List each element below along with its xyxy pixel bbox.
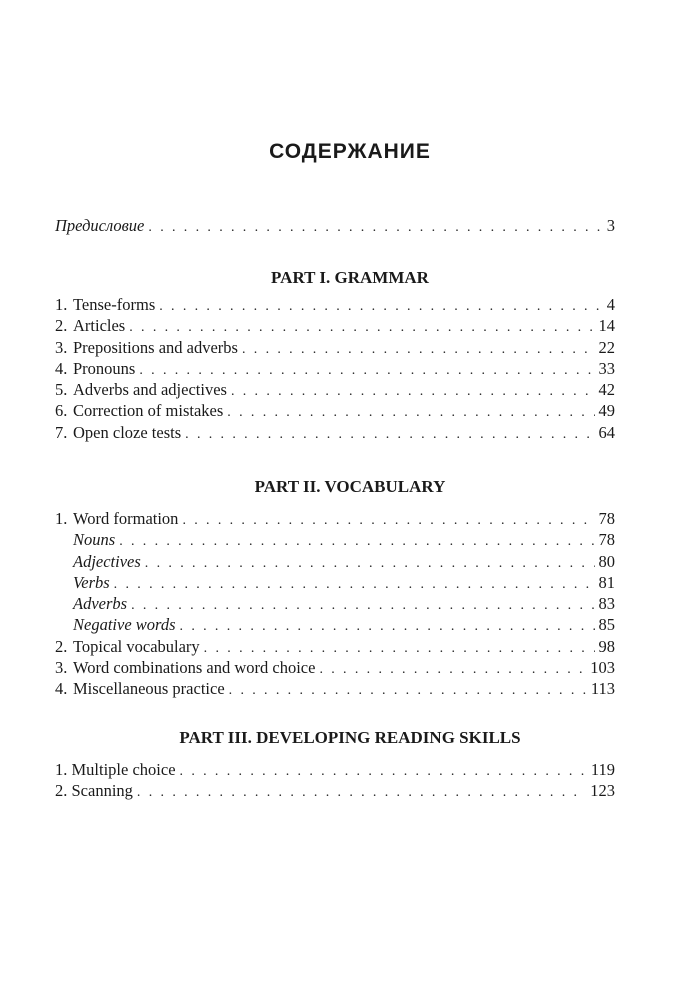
- toc-entry-label: Negative words: [73, 615, 176, 635]
- toc-entry-label: Verbs: [73, 572, 110, 592]
- toc-entry-page: 42: [598, 380, 615, 400]
- toc-entry-number: 2.: [55, 636, 68, 656]
- toc-entry-number: 4.: [55, 679, 68, 699]
- toc-entry-label: Open cloze tests: [73, 422, 182, 442]
- dot-leader: [114, 574, 595, 595]
- toc-entry-label: Word combinations and word choice: [73, 658, 316, 678]
- toc-entry[interactable]: [55, 315, 615, 336]
- toc-entry-page: 98: [598, 636, 615, 656]
- toc-entry[interactable]: [55, 400, 615, 421]
- part-2-heading: PART II. VOCABULARY: [254, 477, 446, 496]
- toc-entry-preface[interactable]: [55, 215, 615, 236]
- toc-entry[interactable]: [55, 759, 615, 780]
- part-3-heading: PART III. DEVELOPING READING SKILLS: [179, 728, 521, 747]
- toc-entry-number: 3.: [55, 337, 68, 357]
- part-1-entries: [55, 294, 615, 443]
- toc-entry-number: 1.: [55, 295, 68, 314]
- toc-entry-number: 1.: [55, 509, 68, 528]
- toc-entry-label: Topical vocabulary: [73, 636, 200, 656]
- toc-entry-number: 5.: [55, 380, 68, 400]
- toc-entry-label: Nouns: [73, 530, 116, 550]
- dot-leader: [139, 360, 594, 381]
- toc-entry[interactable]: [55, 657, 615, 678]
- toc-subentry[interactable]: [55, 614, 615, 635]
- toc-entry-label: Adverbs: [73, 594, 128, 614]
- toc-entry-page: 80: [598, 551, 615, 571]
- toc-subentry[interactable]: [55, 529, 615, 550]
- toc-entry[interactable]: [55, 294, 615, 315]
- toc-entry-page: 81: [598, 572, 615, 592]
- toc-entry-page: 119: [590, 760, 615, 779]
- toc-entry[interactable]: [55, 358, 615, 379]
- toc-subentry[interactable]: [55, 551, 615, 572]
- page-title: СОДЕРЖАНИЕ: [269, 140, 431, 163]
- toc-entry[interactable]: [55, 422, 615, 443]
- toc-entry-label: 2. Scanning: [55, 781, 133, 801]
- toc-entry-page: 103: [590, 658, 615, 678]
- dot-leader: [227, 402, 594, 423]
- dot-leader: [119, 531, 594, 552]
- toc-entry-page: 123: [590, 781, 615, 801]
- toc-entry-label: Articles: [73, 316, 126, 336]
- toc-entry-number: 2.: [55, 316, 68, 336]
- toc-entry-label: Miscellaneous practice: [73, 679, 225, 699]
- toc-entry[interactable]: [55, 636, 615, 657]
- dot-leader: [145, 553, 595, 574]
- toc-entry-number: 6.: [55, 401, 68, 421]
- dot-leader: [182, 510, 594, 531]
- part-3-entries: [55, 759, 615, 802]
- toc-entry-label: Adverbs and adjectives: [73, 380, 227, 400]
- toc-entry-label: Pronouns: [73, 358, 136, 378]
- dot-leader: [159, 296, 603, 317]
- toc-entry[interactable]: [55, 337, 615, 358]
- toc-entry-label: Correction of mistakes: [73, 401, 224, 421]
- dot-leader: [185, 424, 594, 445]
- toc-entry-page: 49: [598, 401, 615, 421]
- toc-entry[interactable]: [55, 678, 615, 699]
- part-1-heading: PART I. GRAMMAR: [271, 268, 429, 287]
- dot-leader: [231, 381, 595, 402]
- dot-leader: [180, 761, 587, 782]
- toc-entry-label: Adjectives: [73, 551, 141, 571]
- dot-leader: [148, 217, 602, 238]
- toc-entry[interactable]: [55, 508, 615, 529]
- toc-subentry[interactable]: [55, 572, 615, 593]
- toc-entry-label: Предисловие: [55, 216, 145, 235]
- toc-entry-label: Tense-forms: [73, 295, 156, 314]
- toc-entry-page: 78: [598, 530, 615, 550]
- preface-block: [55, 215, 615, 236]
- toc-entry-page: 4: [606, 295, 615, 314]
- toc-entry-page: 14: [598, 316, 615, 336]
- toc-entry-page: 64: [598, 422, 615, 442]
- toc-entry-page: 113: [590, 679, 615, 699]
- dot-leader: [180, 616, 595, 637]
- dot-leader: [204, 638, 595, 659]
- toc-entry-label: 1. Multiple choice: [55, 760, 176, 779]
- part-2-entries: [55, 508, 615, 700]
- dot-leader: [319, 659, 586, 680]
- toc-entry-page: 85: [598, 615, 615, 635]
- toc-entry-number: 3.: [55, 658, 68, 678]
- dot-leader: [229, 680, 587, 701]
- toc-entry-page: 3: [606, 216, 615, 235]
- toc-entry-number: 4.: [55, 358, 68, 378]
- toc-entry-page: 33: [598, 358, 615, 378]
- toc-entry-number: 7.: [55, 422, 68, 442]
- toc-subentry[interactable]: [55, 593, 615, 614]
- toc-entry[interactable]: [55, 379, 615, 400]
- toc-entry-label: Word formation: [73, 509, 179, 528]
- toc-entry-page: 78: [598, 509, 615, 528]
- dot-leader: [131, 595, 594, 616]
- toc-entry-page: 83: [598, 594, 615, 614]
- toc-entry-page: 22: [598, 337, 615, 357]
- dot-leader: [129, 317, 594, 338]
- toc-entry[interactable]: [55, 780, 615, 801]
- dot-leader: [137, 782, 586, 803]
- dot-leader: [242, 339, 595, 360]
- toc-entry-label: Prepositions and adverbs: [73, 337, 238, 357]
